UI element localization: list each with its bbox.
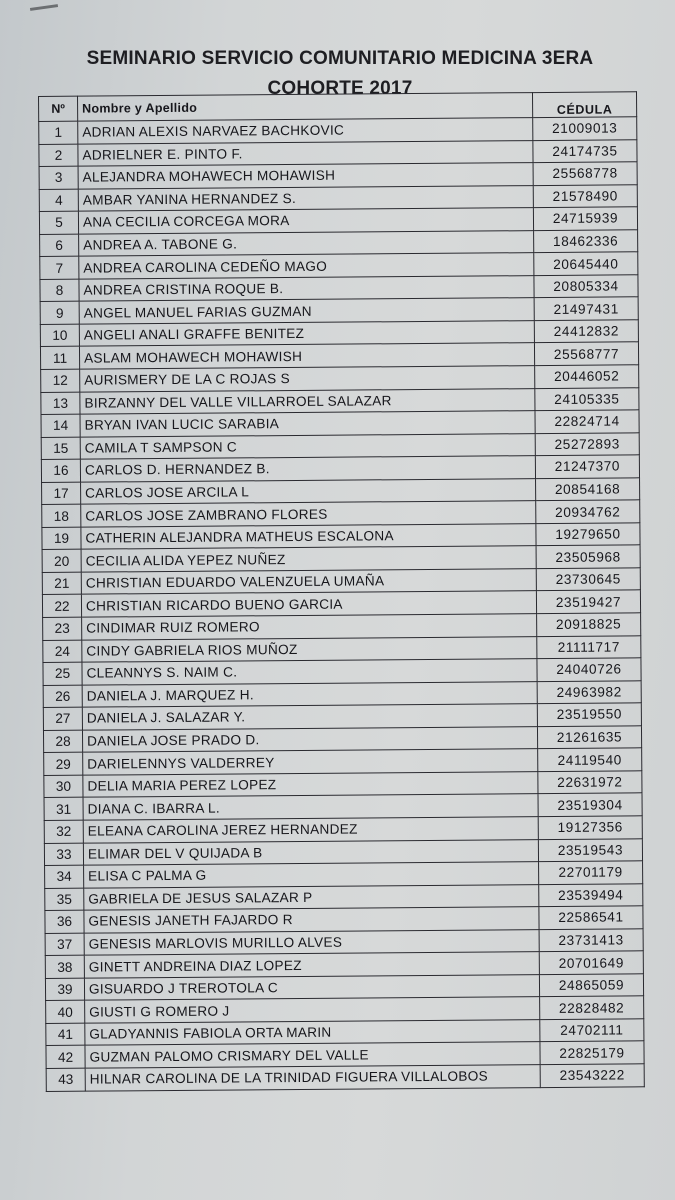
row-cedula: 22828482 xyxy=(540,996,644,1019)
row-number: 6 xyxy=(40,234,79,257)
row-number: 1 xyxy=(39,121,78,144)
row-name: DANIELA J. MARQUEZ H. xyxy=(82,681,537,707)
row-name: ASLAM MOHAWECH MOHAWISH xyxy=(79,343,534,369)
row-number: 29 xyxy=(44,752,83,775)
row-number: 28 xyxy=(43,730,82,753)
row-name: GUZMAN PALOMO CRISMARY DEL VALLE xyxy=(85,1042,540,1068)
row-number: 37 xyxy=(45,933,84,956)
row-cedula: 20854168 xyxy=(536,478,640,501)
row-name: GLADYANNIS FABIOLA ORTA MARIN xyxy=(85,1019,540,1045)
row-number: 7 xyxy=(40,256,79,279)
row-name: ANDREA A. TABONE G. xyxy=(79,230,534,256)
row-cedula: 22825179 xyxy=(540,1041,644,1064)
row-cedula: 21261635 xyxy=(537,726,641,749)
row-cedula: 18462336 xyxy=(534,230,638,253)
row-number: 42 xyxy=(46,1046,85,1069)
row-number: 3 xyxy=(39,166,78,189)
row-number: 36 xyxy=(45,910,84,933)
header-number: Nº xyxy=(39,96,78,121)
header-name: Nombre y Apellido xyxy=(78,93,533,122)
row-name: ANGEL MANUEL FARIAS GUZMAN xyxy=(79,298,534,324)
row-name: CARLOS JOSE ZAMBRANO FLORES xyxy=(81,501,536,527)
row-name: CAMILA T SAMPSON C xyxy=(80,433,535,459)
row-number: 33 xyxy=(44,843,83,866)
row-name: ADRIELNER E. PINTO F. xyxy=(78,140,533,166)
row-name: DANIELA JOSE PRADO D. xyxy=(82,726,537,752)
row-name: ANGELI ANALI GRAFFE BENITEZ xyxy=(79,321,534,347)
row-number: 38 xyxy=(45,955,84,978)
row-name: ANDREA CAROLINA CEDEÑO MAGO xyxy=(79,253,534,279)
row-number: 27 xyxy=(43,707,82,730)
row-number: 17 xyxy=(42,482,81,505)
row-name: GINETT ANDREINA DIAZ LOPEZ xyxy=(84,952,539,978)
row-number: 11 xyxy=(40,347,79,370)
row-name: CECILIA ALIDA YEPEZ NUÑEZ xyxy=(81,546,536,572)
row-number: 22 xyxy=(42,595,81,618)
row-number: 20 xyxy=(42,550,81,573)
row-cedula: 23519550 xyxy=(537,703,641,726)
row-number: 9 xyxy=(40,302,79,325)
row-number: 10 xyxy=(40,324,79,347)
row-number: 35 xyxy=(45,888,84,911)
row-number: 5 xyxy=(39,211,78,234)
title-line-2: COHORTE 2017 xyxy=(267,78,413,99)
row-cedula: 21497431 xyxy=(534,297,638,320)
row-name: DELIA MARIA PEREZ LOPEZ xyxy=(83,771,538,797)
row-cedula: 22701179 xyxy=(539,861,643,884)
row-number: 41 xyxy=(46,1023,85,1046)
row-name: GENESIS MARLOVIS MURILLO ALVES xyxy=(84,929,539,955)
row-cedula: 25568778 xyxy=(533,162,637,185)
row-number: 4 xyxy=(39,189,78,212)
row-number: 43 xyxy=(46,1068,85,1091)
row-name: ALEJANDRA MOHAWECH MOHAWISH xyxy=(78,163,533,189)
row-number: 21 xyxy=(42,572,81,595)
row-number: 16 xyxy=(41,459,80,482)
row-cedula: 21247370 xyxy=(535,455,639,478)
row-cedula: 24412832 xyxy=(534,320,638,343)
row-number: 34 xyxy=(45,865,84,888)
header-cedula: CÉDULA xyxy=(532,92,636,118)
row-number: 30 xyxy=(44,775,83,798)
row-name: CINDIMAR RUIZ ROMERO xyxy=(82,614,537,640)
row-cedula: 20918825 xyxy=(537,613,641,636)
row-name: ANDREA CRISTINA ROQUE B. xyxy=(79,275,534,301)
row-name: CARLOS JOSE ARCILA L xyxy=(81,478,536,504)
row-number: 40 xyxy=(46,1000,85,1023)
row-number: 2 xyxy=(39,144,78,167)
row-cedula: 23519304 xyxy=(538,793,642,816)
row-number: 23 xyxy=(43,617,82,640)
row-cedula: 22631972 xyxy=(538,771,642,794)
row-cedula: 23519543 xyxy=(538,838,642,861)
row-name: CLEANNYS S. NAIM C. xyxy=(82,659,537,685)
row-number: 15 xyxy=(41,437,80,460)
row-name: DIANA C. IBARRA L. xyxy=(83,794,538,820)
row-name: CHRISTIAN RICARDO BUENO GARCIA xyxy=(81,591,536,617)
row-number: 13 xyxy=(41,392,80,415)
row-name: DANIELA J. SALAZAR Y. xyxy=(82,704,537,730)
row-number: 12 xyxy=(41,369,80,392)
row-cedula: 21578490 xyxy=(533,184,637,207)
row-cedula: 23539494 xyxy=(539,883,643,906)
row-name: BIRZANNY DEL VALLE VILLARROEL SALAZAR xyxy=(80,388,535,414)
row-cedula: 24702111 xyxy=(540,1019,644,1042)
pen-mark xyxy=(30,4,58,11)
row-number: 25 xyxy=(43,662,82,685)
student-table xyxy=(38,91,645,1091)
row-cedula: 24174735 xyxy=(533,139,637,162)
row-cedula: 20805334 xyxy=(534,275,638,298)
row-number: 19 xyxy=(42,527,81,550)
row-cedula: 24865059 xyxy=(539,974,643,997)
row-cedula: 20701649 xyxy=(539,951,643,974)
row-cedula: 23543222 xyxy=(540,1064,644,1087)
row-number: 24 xyxy=(43,640,82,663)
row-number: 8 xyxy=(40,279,79,302)
row-number: 26 xyxy=(43,685,82,708)
row-name: GABRIELA DE JESUS SALAZAR P xyxy=(84,884,539,910)
row-number: 18 xyxy=(42,504,81,527)
row-cedula: 23505968 xyxy=(536,545,640,568)
row-name: CINDY GABRIELA RIOS MUÑOZ xyxy=(82,636,537,662)
row-name: AURISMERY DE LA C ROJAS S xyxy=(80,366,535,392)
row-cedula: 25568777 xyxy=(534,342,638,365)
table-row xyxy=(46,1064,644,1091)
row-cedula: 24963982 xyxy=(537,680,641,703)
row-cedula: 21111717 xyxy=(537,635,641,658)
row-name: GIUSTI G ROMERO J xyxy=(85,997,540,1023)
row-name: BRYAN IVAN LUCIC SARABIA xyxy=(80,411,535,437)
row-cedula: 24715939 xyxy=(533,207,637,230)
row-number: 14 xyxy=(41,414,80,437)
row-cedula: 20645440 xyxy=(534,252,638,275)
row-name: CATHERIN ALEJANDRA MATHEUS ESCALONA xyxy=(81,523,536,549)
row-cedula: 23731413 xyxy=(539,928,643,951)
table-body xyxy=(39,117,645,1091)
row-cedula: 19127356 xyxy=(538,816,642,839)
row-cedula: 24119540 xyxy=(538,748,642,771)
row-cedula: 20446052 xyxy=(535,365,639,388)
row-number: 39 xyxy=(45,978,84,1001)
row-name: ELEANA CAROLINA JEREZ HERNANDEZ xyxy=(83,817,538,843)
row-cedula: 22824714 xyxy=(535,410,639,433)
row-number: 32 xyxy=(44,820,83,843)
row-cedula: 25272893 xyxy=(535,432,639,455)
row-cedula: 24040726 xyxy=(537,658,641,681)
row-cedula: 23519427 xyxy=(536,590,640,613)
row-name: GISUARDO J TREROTOLA C xyxy=(84,974,539,1000)
row-name: ELISA C PALMA G xyxy=(84,862,539,888)
row-name: ADRIAN ALEXIS NARVAEZ BACHKOVIC xyxy=(78,118,533,144)
row-cedula: 20934762 xyxy=(536,500,640,523)
row-name: DARIELENNYS VALDERREY xyxy=(83,749,538,775)
row-name: HILNAR CAROLINA DE LA TRINIDAD FIGUERA VILLALOBOS xyxy=(85,1065,540,1091)
row-cedula: 23730645 xyxy=(536,568,640,591)
row-name: GENESIS JANETH FAJARDO R xyxy=(84,907,539,933)
row-name: CARLOS D. HERNANDEZ B. xyxy=(80,456,535,482)
row-name: ANA CECILIA CORCEGA MORA xyxy=(78,208,533,234)
row-name: CHRISTIAN EDUARDO VALENZUELA UMAÑA xyxy=(81,569,536,595)
title-line-1: SEMINARIO SERVICIO COMUNITARIO MEDICINA 3ERA xyxy=(86,48,594,69)
row-number: 31 xyxy=(44,798,83,821)
row-cedula: 21009013 xyxy=(533,117,637,140)
row-cedula: 24105335 xyxy=(535,387,639,410)
row-cedula: 22586541 xyxy=(539,906,643,929)
row-cedula: 19279650 xyxy=(536,523,640,546)
row-name: AMBAR YANINA HERNANDEZ S. xyxy=(78,185,533,211)
row-name: ELIMAR DEL V QUIJADA B xyxy=(83,839,538,865)
